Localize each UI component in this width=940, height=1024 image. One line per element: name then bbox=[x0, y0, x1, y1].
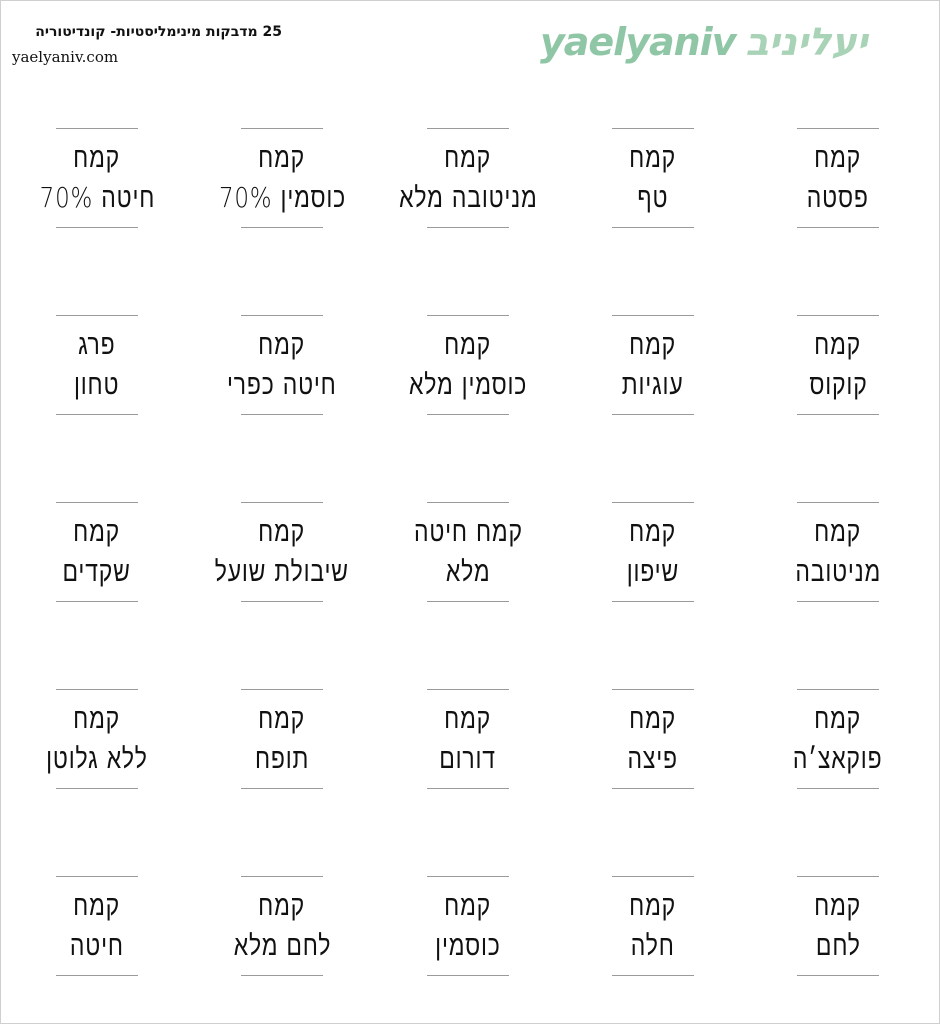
sticker-label bbox=[227, 315, 337, 415]
sticker-line-2: פסטה bbox=[807, 181, 869, 214]
sticker-line-2: לחם מלא bbox=[233, 929, 331, 962]
sticker-line-2: פיצה bbox=[627, 742, 679, 775]
sticker-line-1: קמח bbox=[629, 702, 677, 735]
sticker-line-2: כוסמין 70% bbox=[218, 181, 346, 214]
sticker-label bbox=[39, 128, 155, 228]
sticker-label bbox=[241, 689, 323, 789]
sticker-label bbox=[233, 876, 331, 976]
sticker-label bbox=[797, 876, 879, 976]
sticker-line-2: טחון bbox=[74, 368, 120, 401]
sticker-line-1: קמח bbox=[444, 702, 492, 735]
sticker-line-1: קמח bbox=[629, 328, 677, 361]
logo-latin-text: yaelyaniv bbox=[540, 20, 736, 64]
sticker-line-1: קמח bbox=[629, 141, 677, 174]
sticker-line-1: קמח bbox=[814, 328, 862, 361]
sticker-line-1: קמח חיטה bbox=[413, 515, 523, 548]
sticker-label bbox=[797, 502, 879, 602]
sticker-label bbox=[46, 689, 148, 789]
sticker-line-2: מלא bbox=[445, 555, 491, 588]
sticker-line-2: טף bbox=[637, 181, 669, 214]
sticker-label bbox=[612, 876, 694, 976]
sticker-label bbox=[218, 128, 346, 228]
sticker-line-2: חיטה כפרי bbox=[227, 368, 337, 401]
sticker-line-1: קמח bbox=[444, 889, 492, 922]
sticker-line-2: דורום bbox=[439, 742, 497, 775]
sticker-line-2: ללא גלוטן bbox=[46, 742, 148, 775]
sticker-line-1: קמח bbox=[258, 702, 306, 735]
sticker-line-2: מניטובה מלא bbox=[398, 181, 538, 214]
sticker-line-2: מניטובה bbox=[795, 555, 881, 588]
sticker-line-1: קמח bbox=[629, 515, 677, 548]
sticker-line-1: קמח bbox=[258, 141, 306, 174]
sticker-line-2: כוסמין bbox=[435, 929, 501, 962]
sticker-label bbox=[408, 315, 528, 415]
sticker-line-1: קמח bbox=[73, 141, 121, 174]
sticker-label bbox=[612, 502, 694, 602]
sticker-line-2: חלה bbox=[631, 929, 675, 962]
sticker-label bbox=[427, 689, 509, 789]
sticker-line-1: פרג bbox=[78, 328, 116, 361]
page-title: 25 מדבקות מינימליסטיות- קונדיטוריה bbox=[35, 24, 282, 40]
sticker-label bbox=[612, 128, 694, 228]
sticker-line-2: חיטה 70% bbox=[39, 181, 155, 214]
sticker-line-2: חיטה bbox=[70, 929, 124, 962]
sticker-label bbox=[214, 502, 350, 602]
sticker-line-1: קמח bbox=[258, 515, 306, 548]
sticker-label bbox=[612, 689, 694, 789]
sticker-line-2: כוסמין מלא bbox=[408, 368, 528, 401]
site-url: yaelyaniv.com bbox=[12, 48, 119, 66]
sticker-line-2: שיפון bbox=[626, 555, 680, 588]
sticker-label bbox=[56, 876, 138, 976]
sticker-line-2: פוקאצ׳ה bbox=[793, 742, 883, 775]
sticker-label bbox=[612, 315, 694, 415]
sticker-line-1: קמח bbox=[814, 889, 862, 922]
sticker-label bbox=[427, 876, 509, 976]
sticker-line-1: קמח bbox=[444, 141, 492, 174]
sticker-label bbox=[398, 128, 538, 228]
sticker-line-1: קמח bbox=[814, 702, 862, 735]
sticker-line-1: קמח bbox=[814, 515, 862, 548]
sticker-line-1: קמח bbox=[444, 328, 492, 361]
sticker-label bbox=[793, 689, 883, 789]
sticker-line-2: תופח bbox=[254, 742, 310, 775]
sticker-line-1: קמח bbox=[73, 702, 121, 735]
sticker-line-2: עוגיות bbox=[622, 368, 684, 401]
sticker-line-2: לחם bbox=[815, 929, 861, 962]
sticker-line-1: קמח bbox=[73, 515, 121, 548]
sticker-line-2: שיבולת שועל bbox=[214, 555, 350, 588]
logo-hebrew-text: יעליניב bbox=[745, 20, 868, 64]
sticker-line-2: שקדים bbox=[62, 555, 132, 588]
sticker-line-1: קמח bbox=[258, 328, 306, 361]
sticker-label bbox=[413, 502, 523, 602]
sticker-label bbox=[56, 315, 138, 415]
sticker-line-1: קמח bbox=[629, 889, 677, 922]
sticker-line-1: קמח bbox=[73, 889, 121, 922]
sticker-label bbox=[56, 502, 138, 602]
sticker-line-1: קמח bbox=[258, 889, 306, 922]
sticker-label bbox=[797, 128, 879, 228]
sticker-line-2: קוקוס bbox=[808, 368, 868, 401]
sticker-line-1: קמח bbox=[814, 141, 862, 174]
sticker-label bbox=[797, 315, 879, 415]
